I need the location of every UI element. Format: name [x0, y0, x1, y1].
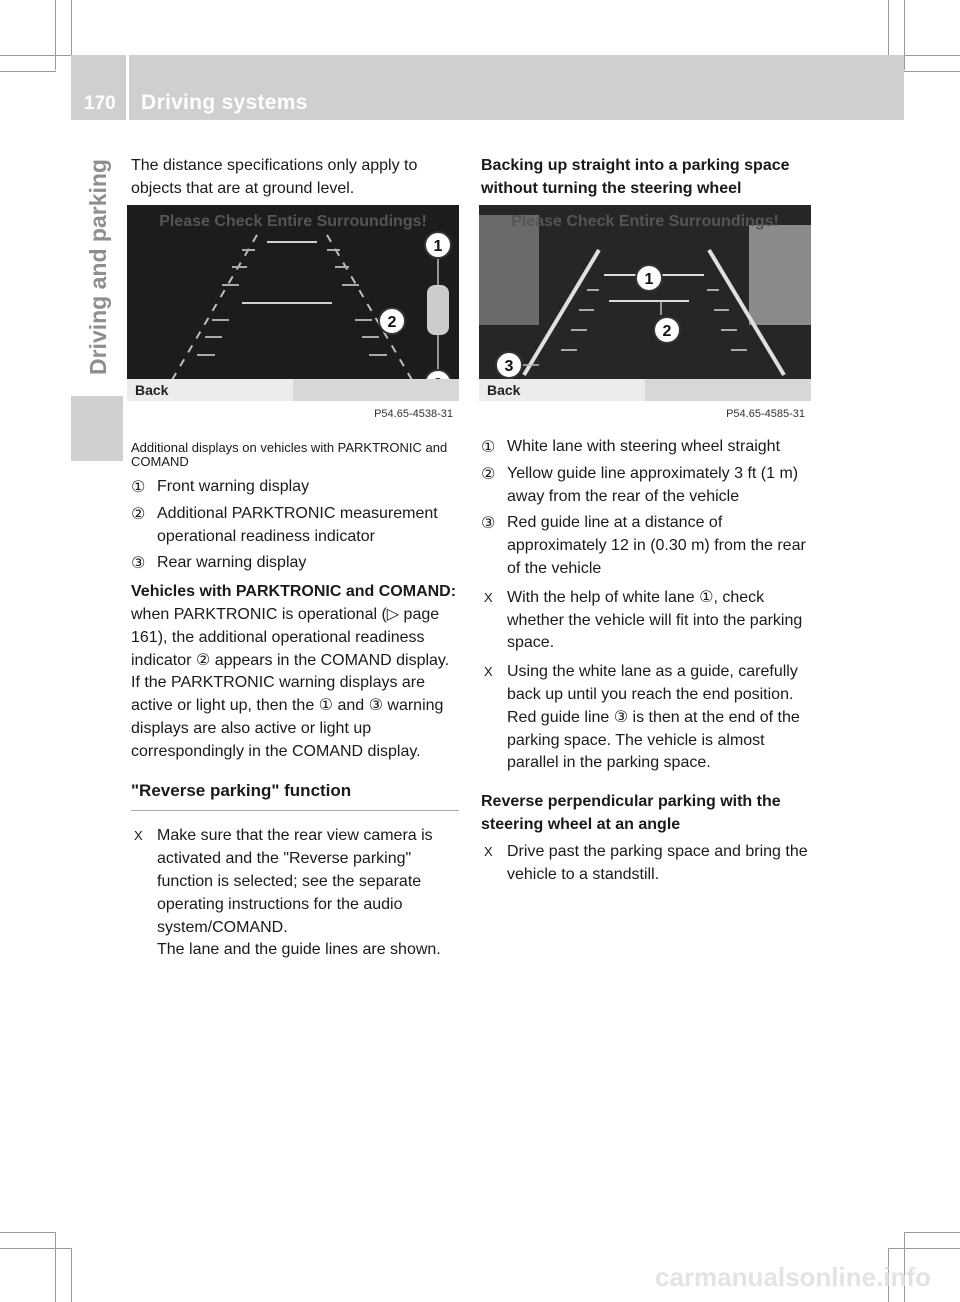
bullet-marker: X — [484, 843, 493, 859]
item-text: Additional PARKTRONIC measurement operational readiness indicator — [157, 504, 438, 545]
bullet-text: Drive past the parking space and bring the vehicle to a standstill. — [507, 842, 808, 883]
image-caption: Additional displays on vehicles with PARKTRONIC and COMAND — [131, 440, 448, 469]
crop-mark — [0, 1232, 56, 1233]
list-item — [481, 436, 813, 459]
callout-3: 3 — [504, 358, 514, 375]
crop-mark — [71, 0, 72, 55]
paragraph-lead: Vehicles with PARKTRONIC and COMAND: — [131, 583, 457, 601]
list-item — [131, 552, 459, 575]
right-column-body — [481, 436, 813, 886]
crop-mark — [904, 55, 960, 56]
header-divider — [126, 55, 129, 120]
side-tab-label: Driving and parking — [85, 159, 111, 375]
bullet-item — [481, 587, 813, 655]
watermark: carmanualsonline.info — [655, 1262, 931, 1292]
side-tab-block — [71, 396, 123, 461]
bullet-marker: X — [484, 589, 493, 605]
crop-mark — [904, 1232, 960, 1233]
bullet-marker: X — [134, 828, 143, 844]
item-number: ③ — [481, 513, 496, 533]
callout-2: 2 — [662, 323, 672, 340]
list-item — [131, 476, 459, 499]
list-item — [481, 463, 813, 509]
crop-mark — [888, 0, 889, 55]
crop-mark — [55, 1232, 56, 1302]
item-text: Yellow guide line approximately 3 ft (1 m) away from the rear of the vehicle — [507, 464, 799, 505]
item-number: ① — [131, 477, 146, 496]
camera-image-2 — [479, 205, 811, 427]
section-title: Driving systems — [141, 91, 308, 114]
bullet-marker: X — [484, 664, 493, 680]
callout-2: 2 — [387, 314, 397, 331]
item-number: ③ — [131, 553, 146, 573]
bullet-text: Make sure that the rear view camera is activated and the "Reverse parking" function is selected; see the separate operating instructions for the audio system/COMAND. — [157, 827, 433, 936]
page-number: 170 — [84, 93, 116, 114]
bullet-text: Using the white lane as a guide, carefully back up until you reach the end position. Red guide line ③ is then at the end of the parking space. The vehicle is almost parallel in the parking space. — [507, 663, 800, 772]
crop-mark — [0, 55, 71, 56]
item-number: ① — [481, 437, 496, 456]
paragraph — [131, 581, 459, 763]
item-text: White lane with steering wheel straight — [507, 438, 781, 455]
intro-text: The distance specifications only apply to objects that are at ground level. — [131, 157, 418, 197]
bullet-item — [481, 661, 813, 775]
bullet-after: The lane and the guide lines are shown. — [157, 941, 441, 959]
right-heading: Backing up straight into a parking space without turning the steering wheel — [481, 157, 790, 197]
callout-1: 1 — [433, 238, 443, 255]
section-heading: "Reverse parking" function — [131, 780, 352, 800]
callout-1: 1 — [644, 271, 654, 288]
item-text: Red guide line at a distance of approximately 12 in (0.30 m) from the rear of the vehicle — [507, 514, 806, 577]
list-item — [481, 512, 813, 580]
crop-mark — [0, 1248, 71, 1249]
crop-mark — [904, 0, 905, 70]
bullet-item — [481, 841, 813, 887]
item-text: Rear warning display — [157, 554, 307, 572]
right-heading-2: Reverse perpendicular parking with the steering wheel at an angle — [481, 793, 781, 833]
camera-banner: Please Check Entire Surroundings! — [159, 213, 427, 230]
camera-banner: Please Check Entire Surroundings! — [511, 213, 779, 230]
camera-image-1 — [127, 205, 459, 427]
bullet-item — [131, 825, 459, 962]
left-column — [131, 155, 459, 201]
item-number: ② — [481, 463, 496, 483]
item-number: ② — [131, 503, 146, 523]
paragraph-body: when PARKTRONIC is operational (▷ page 161), the additional operational readiness indicator ② appears in the COMAND display. If the PARKTRONIC warning displays are active or light up, then the ① and ③ warning displays are also active or light up correspondingly in the COMAND display. — [131, 605, 450, 760]
image-reference: P54.65-4538-31 — [127, 401, 459, 427]
right-column — [481, 155, 813, 201]
crop-mark — [904, 71, 960, 72]
list-item — [131, 503, 459, 549]
item-text: Front warning display — [157, 478, 310, 495]
crop-mark — [888, 1248, 960, 1249]
back-button: Back — [127, 379, 293, 401]
image-reference: P54.65-4585-31 — [479, 401, 811, 427]
bullet-text: With the help of white lane ①, check whether the vehicle will fit into the parking space. — [507, 588, 803, 652]
crop-mark — [55, 0, 56, 70]
back-button: Back — [479, 379, 645, 401]
crop-mark — [0, 71, 56, 72]
crop-mark — [71, 1248, 72, 1302]
left-column-body — [131, 441, 459, 962]
